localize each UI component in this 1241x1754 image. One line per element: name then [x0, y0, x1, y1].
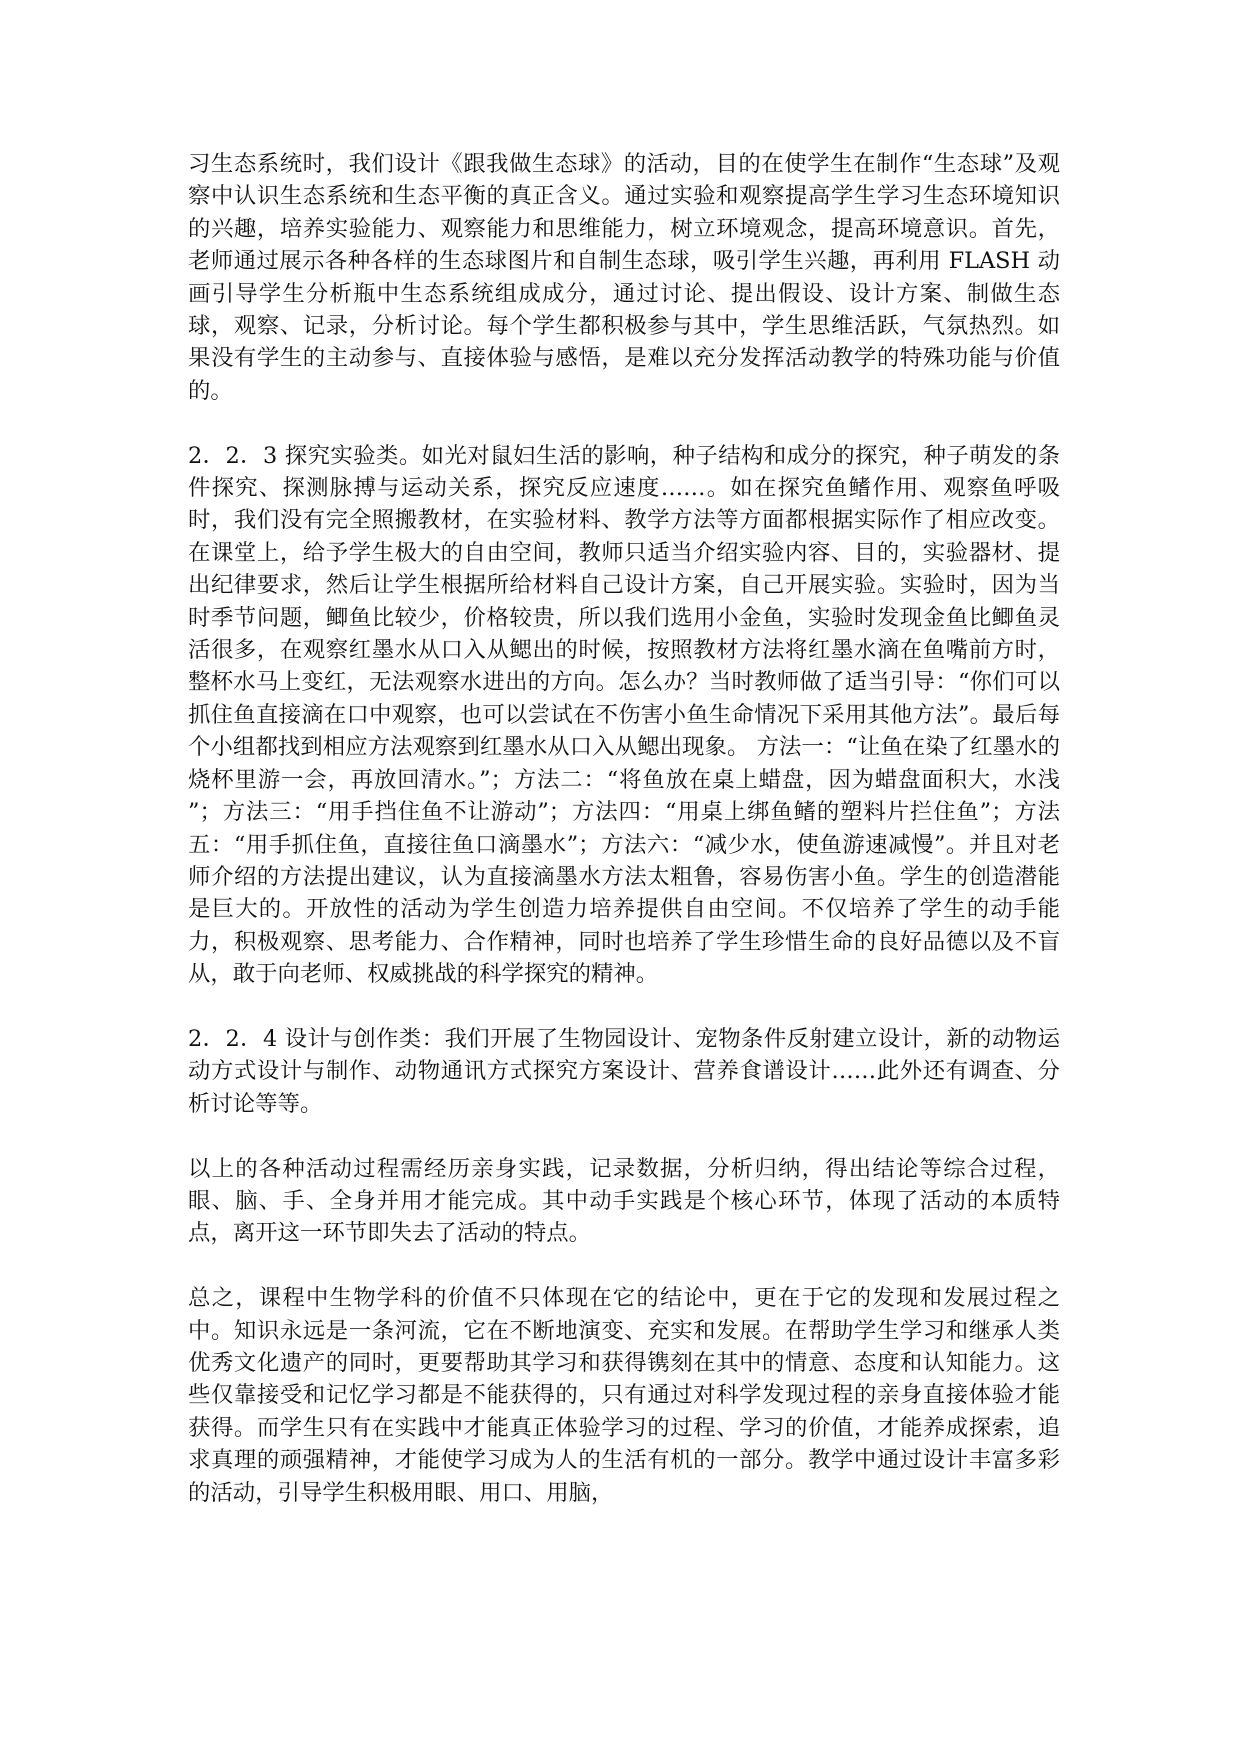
- paragraph-ecosphere-activity: 习生态系统时，我们设计《跟我做生态球》的活动，目的在使学生在制作“生态球”及观察中认识生态系统和生态平衡的真正含义。通过实验和观察提高学生学习生态环境知识的兴趣，培养实验能力、观察能力和思维能力，树立环境观念，提高环境意识。首先，老师通过展示各种各样的生态球图片和自制生态球，吸引学生兴趣，再利用 FLASH 动画引导学生分析瓶中生态系统组成成分，通过讨论、提出假设、设计方案、制做生态球，观察、记录，分析讨论。每个学生都积极参与其中，学生思维活跃，气氛热烈。如果没有学生的主动参与、直接体验与感悟，是难以充分发挥活动教学的特殊功能与价值的。: [188, 151, 1060, 404]
- document-page: [188, 148, 1060, 1509]
- paragraph-inquiry-experiment: 2．2．3 探究实验类。如光对鼠妇生活的影响，种子结构和成分的探究，种子萌发的条件探究、探测脉搏与运动关系，探究反应速度……。如在探究鱼鳍作用、观察鱼呼吸时，我们没有完全照搬教材，在实验材料、教学方法等方面都根据实际作了相应改变。在课堂上，给予学生极大的自由空间，教师只适当介绍实验内容、目的，实验器材、提出纪律要求，然后让学生根据所给材料自己设计方案，自己开展实验。实验时，因为当时季节问题，鲫鱼比较少，价格较贵，所以我们选用小金鱼，实验时发现金鱼比鲫鱼灵活很多，在观察红墨水从口入从鳃出的时候，按照教材方法将红墨水滴在鱼嘴前方时，整杯水马上变红，无法观察水进出的方向。怎么办？当时教师做了适当引导：“你们可以抓住鱼直接滴在口中观察，也可以尝试在不伤害小鱼生命情况下采用其他方法”。最后每个小组都找到相应方法观察到红墨水从口入从鳃出现象。 方法一：“让鱼在染了红墨水的烧杯里游一会，再放回清水。”；方法二：“将鱼放在桌上蜡盘，因为蜡盘面积大，水浅 ”；方法三：“用手挡住鱼不让游动”；方法四：“用桌上绑鱼鳍的塑料片拦住鱼”；方法五：“用手抓住鱼，直接往鱼口滴墨水”；方法六：“减少水，使鱼游速减慢”。并且对老师介绍的方法提出建议，认为直接滴墨水方法太粗鲁，容易伤害小鱼。学生的创造潜能是巨大的。开放性的活动为学生创造力培养提供自由空间。不仅培养了学生的动手能力，积极观察、思考能力、合作精神，同时也培养了学生珍惜生命的良好品德以及不盲从，敢于向老师、权威挑战的科学探究的精神。: [188, 442, 1060, 988]
- paragraph-design-creation: 2．2．4 设计与创作类：我们开展了生物园设计、宠物条件反射建立设计，新的动物运动方式设计与制作、动物通讯方式探究方案设计、营养食谱设计……此外还有调查、分析讨论等等。: [188, 1025, 1060, 1117]
- paragraph-conclusion: 总之，课程中生物学科的价值不只体现在它的结论中，更在于它的发现和发展过程之中。知识永远是一条河流，它在不断地演变、充实和发展。在帮助学生学习和继承人类优秀文化遗产的同时，更要帮助其学习和获得镌刻在其中的情意、态度和认知能力。这些仅靠接受和记忆学习都是不能获得的，只有通过对科学发现过程的亲身直接体验才能获得。而学生只有在实践中才能真正体验学习的过程、学习的价值，才能养成探索，追求真理的顽强精神，才能使学习成为人的生活有机的一部分。教学中通过设计丰富多彩的活动，引导学生积极用眼、用口、用脑，: [188, 1285, 1060, 1506]
- paragraph-activity-process: 以上的各种活动过程需经历亲身实践，记录数据，分析归纳，得出结论等综合过程，眼、脑、手、全身并用才能完成。其中动手实践是个核心环节，体现了活动的本质特点，离开这一环节即失去了活动的特点。: [188, 1155, 1060, 1247]
